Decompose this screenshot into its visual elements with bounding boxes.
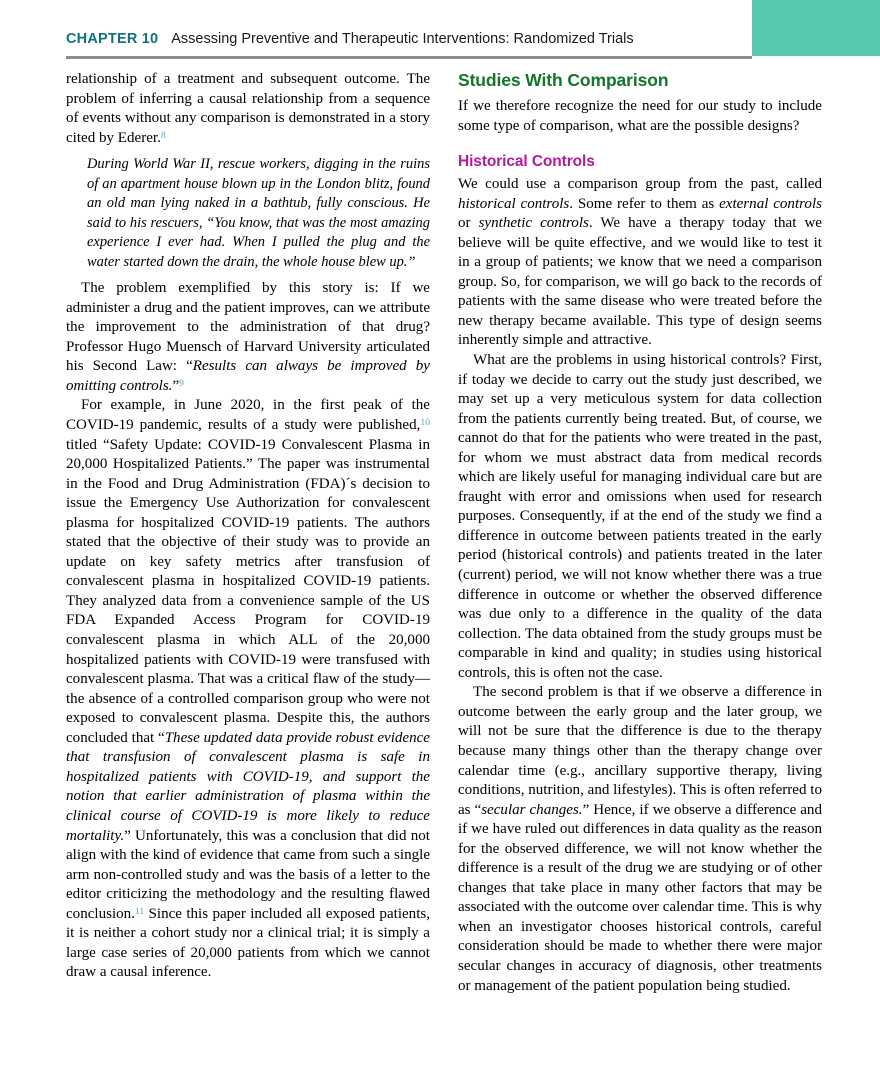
paragraph-historical-controls-problem-two xyxy=(458,683,822,996)
paragraph-studies-intro: If we therefore recognize the need for our study to include some type of comparison, what are the possible designs? xyxy=(458,98,822,134)
hc-part1: We could use a comparison group from the past, called xyxy=(458,176,822,193)
page-running-head xyxy=(0,0,880,62)
paragraph-continued xyxy=(66,70,430,148)
paragraph-continued-text: relationship of a treatment and subsequent outcome. The problem of inferring a causal relationship from a sequence of events without any comparison is demonstrated in a story cited by Ederer. xyxy=(66,71,430,146)
hc3-part1: The second problem is that if we observe a difference in outcome between the early group and the later group, we will not be sure that the difference is due to the therapy because many things other than the therapy change over calendar time (e.g., ancillary supportive therapy, living conditions, nutrition, and lifestyles). This is often referred to as “ xyxy=(458,684,822,818)
muensch-second-law-quote: Results can always be improved by omitting controls. xyxy=(66,358,430,394)
footnote-marker-11[interactable]: 11 xyxy=(134,905,145,917)
paragraph-muensch xyxy=(66,279,430,396)
subsection-heading-historical-controls: Historical Controls xyxy=(458,153,595,171)
paragraph-covid-study xyxy=(66,396,430,982)
footnote-marker-8[interactable]: 8 xyxy=(160,129,166,141)
breadcrumb xyxy=(66,30,634,48)
paragraph-covid-part3: ” Unfortunately, this was a conclusion that did not align with the kind of evidence that came from such a single arm non-controlled study and was the basis of a letter to the editor criticizing the methodology and the resulting flawed conclusion. xyxy=(66,827,430,922)
right-text-column xyxy=(458,70,822,1065)
chapter-number-label: CHAPTER 10 xyxy=(66,31,159,47)
term-historical-controls: historical controls xyxy=(458,195,570,212)
term-external-controls: external controls xyxy=(719,195,822,212)
chapter-title: Assessing Preventive and Therapeutic Interventions: Randomized Trials xyxy=(171,31,634,47)
left-text-column xyxy=(66,70,430,1065)
term-synthetic-controls: synthetic controls xyxy=(478,215,589,232)
paragraph-historical-controls-definition xyxy=(458,175,822,351)
section-heading-studies-with-comparison: Studies With Comparison xyxy=(458,70,669,90)
hc3-part2: ” Hence, if we observe a difference and if we have ruled out differences in data quality as the reason for the observed difference, we will not know whether the difference is a result of the drug we are studying or of other changes that take place in many other factors that may be associated with the outcome over calendar time. This is why when an investigator chooses historical controls, careful consideration should be made to whether there were major secular changes in accuracy of diagnosis, other treatments or management of the patient population being studied. xyxy=(458,801,822,994)
paragraph-covid-part4: Since this paper included all exposed patients, it is neither a cohort study nor a clinical trial; it is simply a large case series of 20,000 patients from which we cannot draw a causal inference. xyxy=(66,905,430,981)
paragraph-historical-controls-problem-one: What are the problems in using historical controls? First, if today we decide to carry out the study just described, we may set up a very meticulous system for data collection from the patients currently being treated. But, of course, we cannot do that for the patients who were treated in the past, for whom we must abstract data from medical records which are likely useful for managing individual care but are fraught with error and omissions when used for research purposes. Consequently, if at the end of the study we find a difference in outcome between patients treated in the early period (historical controls) and patients treated in the later (current) period, we will not know whether there was a true difference in outcome or whether the observed difference was due only to a difference in the quality of the data collection. The data obtained from the study groups must be comparable in kind and quality; in studies using historical controls, this is often not the case. xyxy=(458,352,822,681)
blockquote-text: During World War II, rescue workers, digging in the ruins of an apartment house blown up in the London blitz, found an old man lying naked in a bathtub, fully conscious. He said to his rescuers, “You know, that was the most amazing experience I ever had. When I pulled the plug and the water started down the drain, the whole house blew up.” xyxy=(87,156,430,270)
footnote-marker-9[interactable]: 9 xyxy=(179,377,184,389)
paragraph-covid-part2: titled “Safety Update: COVID-19 Convalescent Plasma in 20,000 Hospitalized Patients.” The paper was instrumental in the Food and Drug Administration (FDA)´s decision to issue the Emergency Use Authorization for convalescent plasma for hospitalized COVID-19 patients. The authors stated that the objective of their study was to provide an update on key safety metrics after transfusion of convalescent plasma in hospitalized COVID-19 patients. They analyzed data from a convenience sample of the US FDA Expanded Access Program for COVID-19 convalescent plasma in which ALL of the 20,000 hospitalized patients with COVID-19 were transfused with convalescent plasma. That was a critical flaw of the study—the absence of a controlled comparison group who were not exposed to convalescent plasma. Despite this, the authors concluded that “ xyxy=(66,436,430,746)
footnote-marker-10[interactable]: 10 xyxy=(420,416,430,428)
paragraph-covid-part1: For example, in June 2020, in the first peak of the COVID-19 pandemic, results of a study were published, xyxy=(66,397,430,434)
muensch-close-quote: ” xyxy=(172,377,180,394)
page-body xyxy=(0,70,880,1070)
term-secular-changes: secular changes. xyxy=(481,801,583,818)
hc-part4: . We have a therapy today that we believe will be quite effective, and we would like to test it in a group of patients; we know that we need a comparison group. So, for comparison, we will go back to the records of patients with the same disease who were treated before the new therapy became available. This type of design seems inherently simple and attractive. xyxy=(458,215,822,349)
paragraph-muensch-lead: The problem exemplified by this story is: If we administer a drug and the patient improves, can we attribute the improvement to the administration of that drug? Professor Hugo Muensch of Harvard University articulated his Second Law: “ xyxy=(66,280,430,375)
header-divider-rule xyxy=(66,56,752,59)
header-accent-block xyxy=(752,0,880,56)
hc-part2: . Some refer to them as xyxy=(569,195,720,212)
hc-part3: or xyxy=(458,215,479,232)
blockquote-ederer-story xyxy=(66,155,430,272)
covid-authors-conclusion-quote: These updated data provide robust evidence that transfusion of convalescent plasma is safe in hospitalized patients with COVID-19, and support the notion that earlier administration of plasma within the clinical course of COVID-19 is more likely to reduce mortality. xyxy=(66,729,430,844)
